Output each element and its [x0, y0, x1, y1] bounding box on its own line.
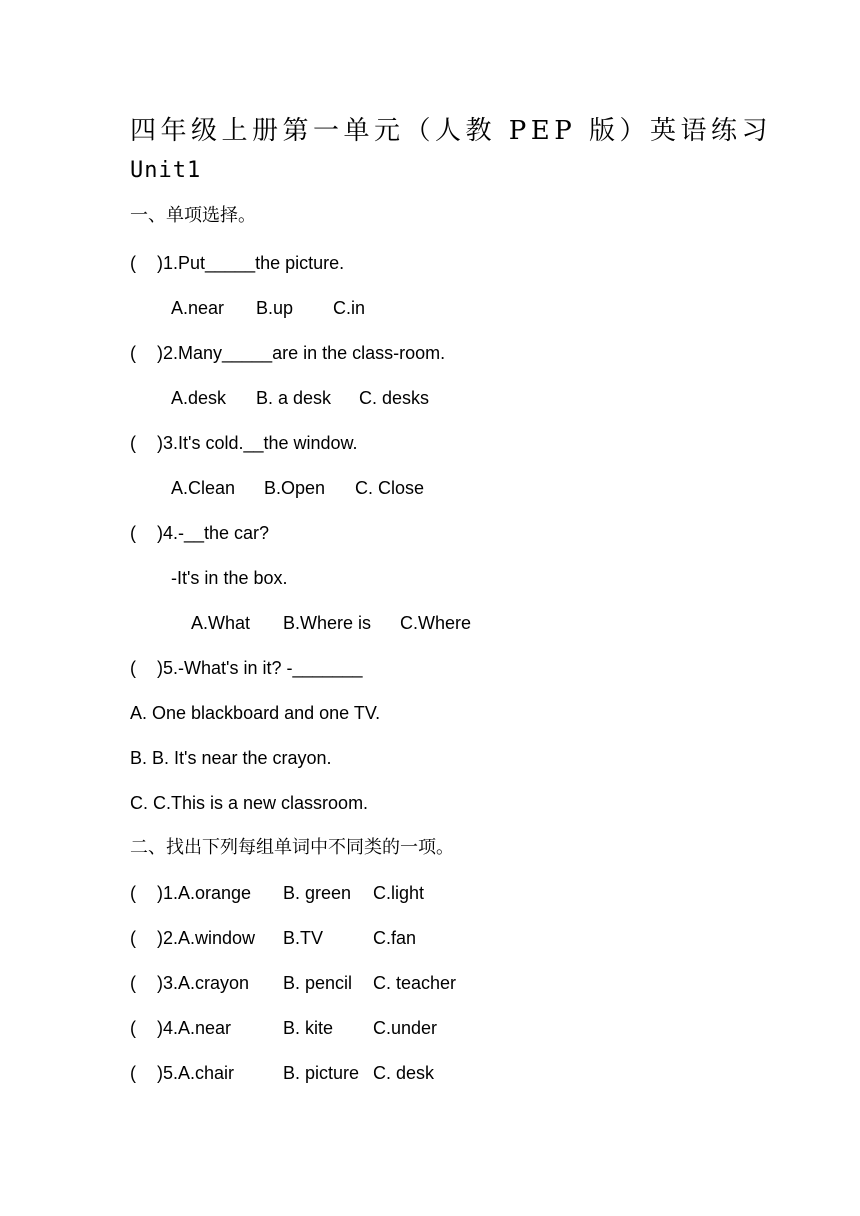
odd-one-out-row	[0, 927, 860, 951]
option-c: C. desk	[373, 1063, 435, 1083]
question-5-option-c: C. C.This is a new classroom.	[130, 793, 369, 813]
answer-paren[interactable]: (	[130, 433, 136, 453]
answer-paren[interactable]: (	[130, 658, 136, 678]
reply-text: -It's in the box.	[171, 568, 288, 588]
option-a: )4.A.near	[157, 1018, 232, 1038]
question-4-options	[0, 612, 860, 636]
option-b: B. a desk	[256, 388, 332, 408]
answer-paren[interactable]: (	[130, 343, 136, 363]
question-4	[0, 522, 860, 546]
answer-paren[interactable]: (	[130, 1063, 136, 1083]
odd-one-out-row	[0, 882, 860, 906]
question-3-options	[0, 477, 860, 501]
option-b: B. pencil	[283, 973, 353, 993]
odd-one-out-row	[0, 1017, 860, 1041]
option-c: C.under	[373, 1018, 438, 1038]
question-text: )4.-__the car?	[157, 523, 270, 543]
option-c: C. Close	[355, 478, 425, 498]
option-c: C. desks	[359, 388, 430, 408]
answer-paren[interactable]: (	[130, 523, 136, 543]
question-2	[0, 342, 860, 366]
option-c: C.light	[373, 883, 425, 903]
section2-heading: 二、找出下列每组单词中不同类的一项。	[130, 837, 454, 858]
question-5-option-a: A. One blackboard and one TV.	[130, 703, 381, 723]
option-b: B. green	[283, 883, 352, 903]
section1-heading: 一、单项选择。	[130, 205, 256, 226]
option-b: B.Where is	[283, 613, 372, 633]
question-text: )5.-What's in it? -_______	[157, 658, 363, 678]
question-3	[0, 432, 860, 456]
option-b: B. kite	[283, 1018, 334, 1038]
question-4-reply	[0, 567, 860, 591]
question-text: )1.Put_____the picture.	[157, 253, 345, 273]
answer-paren[interactable]: (	[130, 883, 136, 903]
option-a: A.near	[171, 298, 225, 318]
unit-label: Unit1	[130, 158, 202, 183]
option-c: C. teacher	[373, 973, 457, 993]
option-a: )5.A.chair	[157, 1063, 235, 1083]
question-text: )3.It's cold.__the window.	[157, 433, 358, 453]
option-c: C.fan	[373, 928, 417, 948]
option-a: )1.A.orange	[157, 883, 252, 903]
question-1	[0, 252, 860, 276]
question-2-options	[0, 387, 860, 411]
option-b: B. picture	[283, 1063, 360, 1083]
option-a: )3.A.crayon	[157, 973, 250, 993]
question-5-option-b: B. B. It's near the crayon.	[130, 748, 332, 768]
answer-paren[interactable]: (	[130, 253, 136, 273]
odd-one-out-row	[0, 1062, 860, 1086]
question-5	[0, 657, 860, 681]
question-text: )2.Many_____are in the class-room.	[157, 343, 446, 363]
question-1-options	[0, 297, 860, 321]
option-a: A.What	[191, 613, 251, 633]
option-c: C.in	[333, 298, 366, 318]
option-a: A.desk	[171, 388, 227, 408]
odd-one-out-row	[0, 972, 860, 996]
option-a: A.Clean	[171, 478, 236, 498]
option-b: B.Open	[264, 478, 326, 498]
option-b: B.TV	[283, 928, 324, 948]
answer-paren[interactable]: (	[130, 928, 136, 948]
answer-paren[interactable]: (	[130, 973, 136, 993]
option-a: )2.A.window	[157, 928, 256, 948]
option-c: C.Where	[400, 613, 472, 633]
worksheet-title: 四年级上册第一单元（人教 PEP 版）英语练习	[130, 116, 772, 146]
option-b: B.up	[256, 298, 294, 318]
answer-paren[interactable]: (	[130, 1018, 136, 1038]
